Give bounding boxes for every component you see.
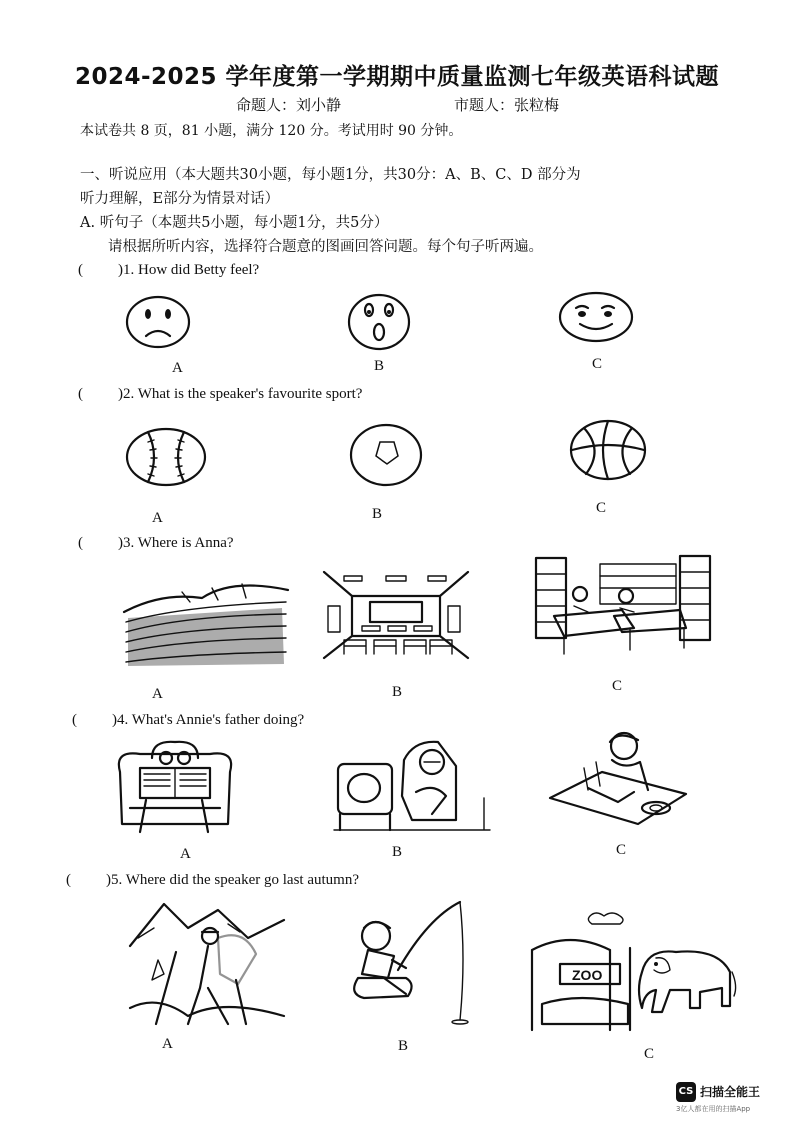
author-label: 命题人：刘小静	[236, 96, 342, 114]
farm-field-icon	[122, 572, 290, 668]
option-label: C	[644, 1046, 655, 1062]
question-5	[66, 872, 359, 889]
option-label: C	[592, 356, 603, 372]
answer-blank[interactable]: (	[78, 262, 83, 278]
watching-tv-icon	[334, 736, 490, 832]
reviewer-label: 市题人：张粒梅	[454, 96, 560, 114]
option-label: A	[162, 1036, 173, 1052]
basketball-icon	[570, 420, 646, 480]
zoo-icon	[530, 912, 740, 1030]
baseball-icon	[126, 428, 206, 486]
library-icon	[534, 554, 714, 658]
option-label: B	[398, 1038, 409, 1054]
option-label: A	[180, 846, 191, 862]
soccer-ball-icon	[350, 424, 422, 486]
section-heading-line1: 一、听说应用（本大题共30小题，每小题1分，共30分：A、B、C、D 部分为	[80, 167, 581, 183]
option-label: A	[152, 510, 163, 526]
exam-info: 本试卷共 8 页，81 小题，满分 120 分。考试用时 90 分钟。	[80, 123, 463, 139]
question-4	[72, 712, 304, 729]
question-2	[78, 386, 362, 403]
question-1	[78, 262, 259, 279]
question-text: )2. What is the speaker's favourite sport?	[118, 386, 363, 402]
part-a-title: A. 听句子（本题共5小题，每小题1分，共5分）	[80, 215, 389, 231]
answer-blank[interactable]: (	[78, 535, 83, 551]
question-text: )4. What's Annie's father doing?	[112, 712, 305, 728]
option-label: C	[616, 842, 627, 858]
option-label: B	[372, 506, 383, 522]
option-label: C	[612, 678, 623, 694]
washing-dishes-icon	[548, 732, 688, 832]
svg-text:ZOO: ZOO	[572, 967, 603, 983]
answer-blank[interactable]: (	[78, 386, 83, 402]
page-title: 2024-2025 学年度第一学期期中质量监测七年级英语科试题	[74, 64, 720, 90]
answer-blank[interactable]: (	[66, 872, 71, 888]
option-label: B	[392, 684, 403, 700]
option-label: A	[172, 360, 183, 376]
question-3	[78, 535, 234, 552]
fishing-icon	[348, 898, 480, 1024]
question-text: )5. Where did the speaker go last autumn?	[106, 872, 359, 888]
part-a-instruction: 请根据所听内容，选择符合题意的图画回答问题。每个句子听两遍。	[108, 239, 543, 255]
camscanner-watermark	[676, 1082, 776, 1116]
option-label: B	[392, 844, 403, 860]
answer-blank[interactable]: (	[72, 712, 77, 728]
happy-face-icon	[558, 292, 634, 342]
reading-newspaper-icon	[110, 740, 240, 838]
camscanner-logo-icon: CS	[676, 1082, 696, 1102]
mountain-hiking-icon	[128, 898, 286, 1028]
option-label: C	[596, 500, 607, 516]
question-text: )1. How did Betty feel?	[118, 262, 260, 278]
option-label: A	[152, 686, 163, 702]
classroom-icon	[322, 570, 470, 660]
section-heading-line2: 听力理解，E部分为情景对话）	[80, 191, 280, 207]
option-label: B	[374, 358, 385, 374]
sad-face-icon	[126, 296, 190, 348]
watermark-name: 扫描全能王	[700, 1085, 761, 1099]
surprised-face-icon	[348, 294, 410, 350]
question-text: )3. Where is Anna?	[118, 535, 234, 551]
watermark-subtitle: 3亿人都在用的扫描App	[676, 1105, 751, 1113]
